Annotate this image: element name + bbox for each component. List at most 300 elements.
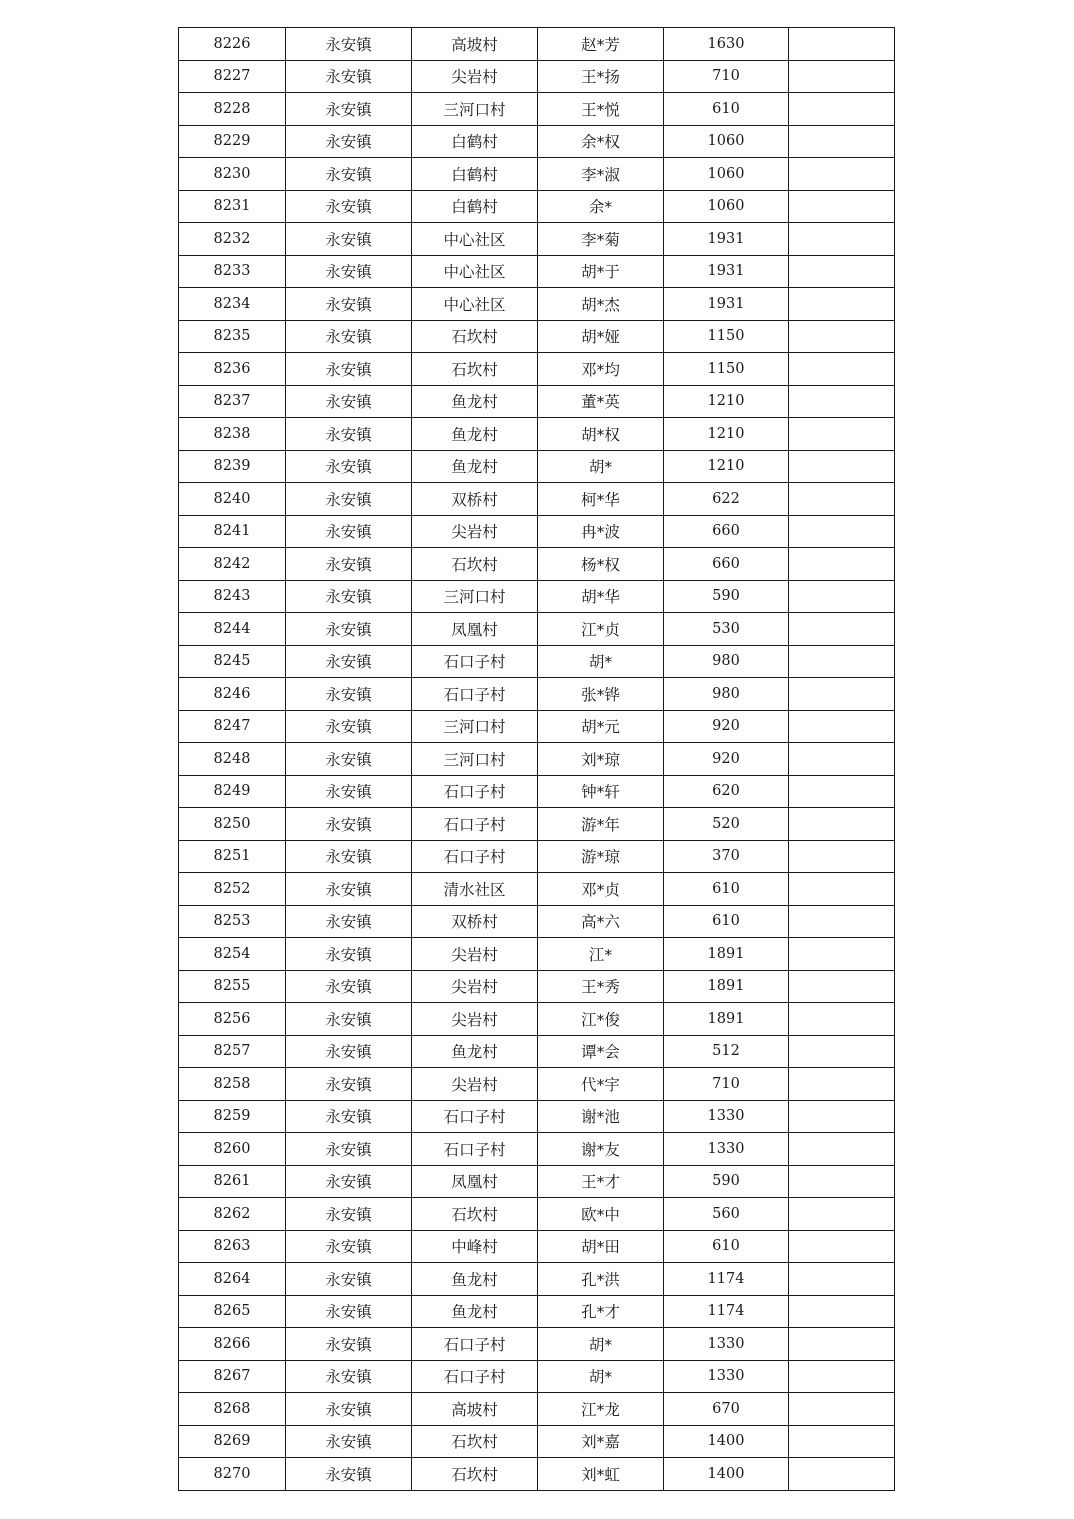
name-cell: 游*年 [538, 808, 664, 841]
remark-cell [789, 60, 895, 93]
village-cell: 石口子村 [412, 840, 538, 873]
name-cell: 王*才 [538, 1165, 664, 1198]
town-cell: 永安镇 [286, 320, 412, 353]
remark-cell [789, 1295, 895, 1328]
name-cell: 李*淑 [538, 158, 664, 191]
village-cell: 尖岩村 [412, 938, 538, 971]
serial-number-cell: 8242 [179, 548, 286, 581]
town-cell: 永安镇 [286, 1393, 412, 1426]
table-row [179, 60, 895, 93]
remark-cell [789, 483, 895, 516]
name-cell: 江*龙 [538, 1393, 664, 1426]
village-cell: 石口子村 [412, 678, 538, 711]
name-cell: 柯*华 [538, 483, 664, 516]
village-cell: 石坎村 [412, 1198, 538, 1231]
name-cell: 余*权 [538, 125, 664, 158]
remark-cell [789, 353, 895, 386]
amount-cell: 530 [664, 613, 789, 646]
name-cell: 董*英 [538, 385, 664, 418]
village-cell: 三河口村 [412, 580, 538, 613]
amount-cell: 1891 [664, 970, 789, 1003]
remark-cell [789, 223, 895, 256]
serial-number-cell: 8251 [179, 840, 286, 873]
name-cell: 胡*娅 [538, 320, 664, 353]
amount-cell: 1330 [664, 1360, 789, 1393]
serial-number-cell: 8245 [179, 645, 286, 678]
name-cell: 代*宇 [538, 1068, 664, 1101]
amount-cell: 1891 [664, 1003, 789, 1036]
town-cell: 永安镇 [286, 1133, 412, 1166]
village-cell: 中心社区 [412, 255, 538, 288]
town-cell: 永安镇 [286, 775, 412, 808]
amount-cell: 1931 [664, 255, 789, 288]
table-row [179, 548, 895, 581]
table-row [179, 710, 895, 743]
amount-cell: 660 [664, 515, 789, 548]
town-cell: 永安镇 [286, 385, 412, 418]
amount-cell: 1210 [664, 385, 789, 418]
table-row [179, 125, 895, 158]
remark-cell [789, 288, 895, 321]
town-cell: 永安镇 [286, 970, 412, 1003]
name-cell: 胡*华 [538, 580, 664, 613]
remark-cell [789, 775, 895, 808]
amount-cell: 1060 [664, 190, 789, 223]
serial-number-cell: 8228 [179, 93, 286, 126]
serial-number-cell: 8259 [179, 1100, 286, 1133]
remark-cell [789, 1360, 895, 1393]
village-cell: 尖岩村 [412, 1068, 538, 1101]
town-cell: 永安镇 [286, 840, 412, 873]
table-row [179, 1003, 895, 1036]
table-row [179, 1263, 895, 1296]
town-cell: 永安镇 [286, 190, 412, 223]
amount-cell: 560 [664, 1198, 789, 1231]
name-cell: 张*铧 [538, 678, 664, 711]
remark-cell [789, 580, 895, 613]
village-cell: 三河口村 [412, 710, 538, 743]
remark-cell [789, 710, 895, 743]
town-cell: 永安镇 [286, 905, 412, 938]
amount-cell: 1330 [664, 1328, 789, 1361]
remark-cell [789, 1100, 895, 1133]
town-cell: 永安镇 [286, 28, 412, 61]
serial-number-cell: 8253 [179, 905, 286, 938]
village-cell: 三河口村 [412, 93, 538, 126]
amount-cell: 610 [664, 1230, 789, 1263]
amount-cell: 1060 [664, 125, 789, 158]
amount-cell: 610 [664, 905, 789, 938]
amount-cell: 1210 [664, 450, 789, 483]
remark-cell [789, 255, 895, 288]
name-cell: 邓*贞 [538, 873, 664, 906]
village-cell: 白鹤村 [412, 158, 538, 191]
remark-cell [789, 1458, 895, 1491]
village-cell: 凤凰村 [412, 613, 538, 646]
table-row [179, 743, 895, 776]
serial-number-cell: 8241 [179, 515, 286, 548]
town-cell: 永安镇 [286, 1425, 412, 1458]
town-cell: 永安镇 [286, 1035, 412, 1068]
village-cell: 凤凰村 [412, 1165, 538, 1198]
remark-cell [789, 93, 895, 126]
amount-cell: 590 [664, 1165, 789, 1198]
amount-cell: 980 [664, 678, 789, 711]
name-cell: 刘*嘉 [538, 1425, 664, 1458]
serial-number-cell: 8236 [179, 353, 286, 386]
table-row [179, 320, 895, 353]
town-cell: 永安镇 [286, 125, 412, 158]
table-row [179, 1328, 895, 1361]
serial-number-cell: 8268 [179, 1393, 286, 1426]
remark-cell [789, 873, 895, 906]
serial-number-cell: 8244 [179, 613, 286, 646]
town-cell: 永安镇 [286, 1068, 412, 1101]
serial-number-cell: 8256 [179, 1003, 286, 1036]
village-cell: 中心社区 [412, 223, 538, 256]
remark-cell [789, 613, 895, 646]
remark-cell [789, 1133, 895, 1166]
table-row [179, 1165, 895, 1198]
name-cell: 江*俊 [538, 1003, 664, 1036]
town-cell: 永安镇 [286, 645, 412, 678]
serial-number-cell: 8261 [179, 1165, 286, 1198]
remark-cell [789, 548, 895, 581]
subsidy-list-table [178, 27, 895, 1491]
serial-number-cell: 8263 [179, 1230, 286, 1263]
town-cell: 永安镇 [286, 515, 412, 548]
name-cell: 赵*芳 [538, 28, 664, 61]
remark-cell [789, 515, 895, 548]
amount-cell: 710 [664, 1068, 789, 1101]
town-cell: 永安镇 [286, 678, 412, 711]
amount-cell: 610 [664, 93, 789, 126]
town-cell: 永安镇 [286, 483, 412, 516]
remark-cell [789, 808, 895, 841]
name-cell: 刘*虹 [538, 1458, 664, 1491]
remark-cell [789, 418, 895, 451]
remark-cell [789, 970, 895, 1003]
name-cell: 高*六 [538, 905, 664, 938]
remark-cell [789, 1263, 895, 1296]
town-cell: 永安镇 [286, 255, 412, 288]
remark-cell [789, 840, 895, 873]
village-cell: 石口子村 [412, 1360, 538, 1393]
remark-cell [789, 125, 895, 158]
remark-cell [789, 905, 895, 938]
amount-cell: 1174 [664, 1263, 789, 1296]
village-cell: 双桥村 [412, 905, 538, 938]
remark-cell [789, 320, 895, 353]
town-cell: 永安镇 [286, 710, 412, 743]
name-cell: 胡*杰 [538, 288, 664, 321]
remark-cell [789, 450, 895, 483]
serial-number-cell: 8252 [179, 873, 286, 906]
amount-cell: 370 [664, 840, 789, 873]
table-row [179, 288, 895, 321]
amount-cell: 512 [664, 1035, 789, 1068]
table-row [179, 93, 895, 126]
table-row [179, 418, 895, 451]
village-cell: 尖岩村 [412, 515, 538, 548]
amount-cell: 1400 [664, 1458, 789, 1491]
serial-number-cell: 8227 [179, 60, 286, 93]
serial-number-cell: 8260 [179, 1133, 286, 1166]
village-cell: 石口子村 [412, 1133, 538, 1166]
town-cell: 永安镇 [286, 418, 412, 451]
serial-number-cell: 8235 [179, 320, 286, 353]
town-cell: 永安镇 [286, 1230, 412, 1263]
amount-cell: 1891 [664, 938, 789, 971]
name-cell: 王*扬 [538, 60, 664, 93]
amount-cell: 710 [664, 60, 789, 93]
name-cell: 谭*会 [538, 1035, 664, 1068]
amount-cell: 1931 [664, 223, 789, 256]
town-cell: 永安镇 [286, 1198, 412, 1231]
town-cell: 永安镇 [286, 1165, 412, 1198]
remark-cell [789, 938, 895, 971]
town-cell: 永安镇 [286, 548, 412, 581]
town-cell: 永安镇 [286, 580, 412, 613]
name-cell: 胡* [538, 1360, 664, 1393]
serial-number-cell: 8250 [179, 808, 286, 841]
table-row [179, 1458, 895, 1491]
serial-number-cell: 8262 [179, 1198, 286, 1231]
table-row [179, 645, 895, 678]
table-row [179, 678, 895, 711]
amount-cell: 1150 [664, 353, 789, 386]
table-row [179, 840, 895, 873]
village-cell: 中心社区 [412, 288, 538, 321]
table-row [179, 938, 895, 971]
village-cell: 石坎村 [412, 1458, 538, 1491]
remark-cell [789, 1393, 895, 1426]
remark-cell [789, 743, 895, 776]
name-cell: 胡*于 [538, 255, 664, 288]
town-cell: 永安镇 [286, 450, 412, 483]
table-row [179, 808, 895, 841]
table-row [179, 385, 895, 418]
village-cell: 石口子村 [412, 808, 538, 841]
serial-number-cell: 8232 [179, 223, 286, 256]
amount-cell: 1330 [664, 1100, 789, 1133]
table-row [179, 1133, 895, 1166]
remark-cell [789, 1003, 895, 1036]
village-cell: 鱼龙村 [412, 1035, 538, 1068]
village-cell: 石口子村 [412, 1100, 538, 1133]
table-row [179, 255, 895, 288]
table-row [179, 580, 895, 613]
remark-cell [789, 1230, 895, 1263]
village-cell: 尖岩村 [412, 970, 538, 1003]
amount-cell: 1400 [664, 1425, 789, 1458]
serial-number-cell: 8258 [179, 1068, 286, 1101]
table-row [179, 873, 895, 906]
name-cell: 胡* [538, 645, 664, 678]
town-cell: 永安镇 [286, 1328, 412, 1361]
town-cell: 永安镇 [286, 1458, 412, 1491]
village-cell: 石坎村 [412, 353, 538, 386]
village-cell: 鱼龙村 [412, 450, 538, 483]
town-cell: 永安镇 [286, 60, 412, 93]
serial-number-cell: 8243 [179, 580, 286, 613]
village-cell: 中峰村 [412, 1230, 538, 1263]
table-row [179, 28, 895, 61]
village-cell: 鱼龙村 [412, 418, 538, 451]
serial-number-cell: 8226 [179, 28, 286, 61]
serial-number-cell: 8265 [179, 1295, 286, 1328]
name-cell: 孔*洪 [538, 1263, 664, 1296]
amount-cell: 670 [664, 1393, 789, 1426]
serial-number-cell: 8247 [179, 710, 286, 743]
amount-cell: 520 [664, 808, 789, 841]
serial-number-cell: 8246 [179, 678, 286, 711]
name-cell: 冉*波 [538, 515, 664, 548]
table-row [179, 1295, 895, 1328]
town-cell: 永安镇 [286, 873, 412, 906]
amount-cell: 620 [664, 775, 789, 808]
serial-number-cell: 8269 [179, 1425, 286, 1458]
amount-cell: 660 [664, 548, 789, 581]
name-cell: 杨*权 [538, 548, 664, 581]
name-cell: 胡*权 [538, 418, 664, 451]
serial-number-cell: 8266 [179, 1328, 286, 1361]
serial-number-cell: 8229 [179, 125, 286, 158]
serial-number-cell: 8238 [179, 418, 286, 451]
town-cell: 永安镇 [286, 288, 412, 321]
town-cell: 永安镇 [286, 938, 412, 971]
amount-cell: 920 [664, 743, 789, 776]
serial-number-cell: 8249 [179, 775, 286, 808]
town-cell: 永安镇 [286, 223, 412, 256]
village-cell: 石口子村 [412, 645, 538, 678]
table-row [179, 1360, 895, 1393]
name-cell: 余* [538, 190, 664, 223]
town-cell: 永安镇 [286, 743, 412, 776]
village-cell: 清水社区 [412, 873, 538, 906]
amount-cell: 1330 [664, 1133, 789, 1166]
remark-cell [789, 190, 895, 223]
table-row [179, 483, 895, 516]
village-cell: 鱼龙村 [412, 1263, 538, 1296]
amount-cell: 1630 [664, 28, 789, 61]
amount-cell: 610 [664, 873, 789, 906]
table-body [179, 28, 895, 1491]
serial-number-cell: 8240 [179, 483, 286, 516]
amount-cell: 622 [664, 483, 789, 516]
village-cell: 白鹤村 [412, 190, 538, 223]
name-cell: 胡* [538, 450, 664, 483]
serial-number-cell: 8257 [179, 1035, 286, 1068]
remark-cell [789, 678, 895, 711]
village-cell: 高坡村 [412, 28, 538, 61]
town-cell: 永安镇 [286, 1360, 412, 1393]
name-cell: 刘*琼 [538, 743, 664, 776]
serial-number-cell: 8264 [179, 1263, 286, 1296]
remark-cell [789, 645, 895, 678]
table-row [179, 353, 895, 386]
table-row [179, 775, 895, 808]
name-cell: 江* [538, 938, 664, 971]
town-cell: 永安镇 [286, 353, 412, 386]
village-cell: 白鹤村 [412, 125, 538, 158]
name-cell: 江*贞 [538, 613, 664, 646]
remark-cell [789, 158, 895, 191]
amount-cell: 920 [664, 710, 789, 743]
amount-cell: 980 [664, 645, 789, 678]
name-cell: 游*琼 [538, 840, 664, 873]
name-cell: 欧*中 [538, 1198, 664, 1231]
serial-number-cell: 8233 [179, 255, 286, 288]
village-cell: 双桥村 [412, 483, 538, 516]
serial-number-cell: 8231 [179, 190, 286, 223]
table-row [179, 1230, 895, 1263]
town-cell: 永安镇 [286, 1100, 412, 1133]
table-row [179, 1035, 895, 1068]
town-cell: 永安镇 [286, 158, 412, 191]
table-row [179, 1425, 895, 1458]
name-cell: 王*秀 [538, 970, 664, 1003]
village-cell: 尖岩村 [412, 60, 538, 93]
table-row [179, 613, 895, 646]
village-cell: 石口子村 [412, 775, 538, 808]
table-row [179, 223, 895, 256]
village-cell: 三河口村 [412, 743, 538, 776]
amount-cell: 1210 [664, 418, 789, 451]
serial-number-cell: 8254 [179, 938, 286, 971]
town-cell: 永安镇 [286, 1263, 412, 1296]
table-row [179, 1068, 895, 1101]
town-cell: 永安镇 [286, 613, 412, 646]
table-row [179, 1198, 895, 1231]
name-cell: 谢*友 [538, 1133, 664, 1166]
table-row [179, 1100, 895, 1133]
village-cell: 石坎村 [412, 1425, 538, 1458]
remark-cell [789, 385, 895, 418]
serial-number-cell: 8255 [179, 970, 286, 1003]
village-cell: 尖岩村 [412, 1003, 538, 1036]
name-cell: 胡*元 [538, 710, 664, 743]
town-cell: 永安镇 [286, 1003, 412, 1036]
serial-number-cell: 8248 [179, 743, 286, 776]
village-cell: 高坡村 [412, 1393, 538, 1426]
serial-number-cell: 8267 [179, 1360, 286, 1393]
village-cell: 石坎村 [412, 320, 538, 353]
table-row [179, 905, 895, 938]
town-cell: 永安镇 [286, 93, 412, 126]
table-row [179, 158, 895, 191]
serial-number-cell: 8230 [179, 158, 286, 191]
table-row [179, 1393, 895, 1426]
name-cell: 钟*轩 [538, 775, 664, 808]
amount-cell: 1150 [664, 320, 789, 353]
remark-cell [789, 1198, 895, 1231]
village-cell: 石坎村 [412, 548, 538, 581]
remark-cell [789, 1068, 895, 1101]
name-cell: 王*悦 [538, 93, 664, 126]
village-cell: 鱼龙村 [412, 385, 538, 418]
table-row [179, 450, 895, 483]
name-cell: 李*菊 [538, 223, 664, 256]
remark-cell [789, 1035, 895, 1068]
village-cell: 石口子村 [412, 1328, 538, 1361]
amount-cell: 1174 [664, 1295, 789, 1328]
remark-cell [789, 1328, 895, 1361]
table-row [179, 515, 895, 548]
table-row [179, 970, 895, 1003]
remark-cell [789, 1425, 895, 1458]
serial-number-cell: 8239 [179, 450, 286, 483]
